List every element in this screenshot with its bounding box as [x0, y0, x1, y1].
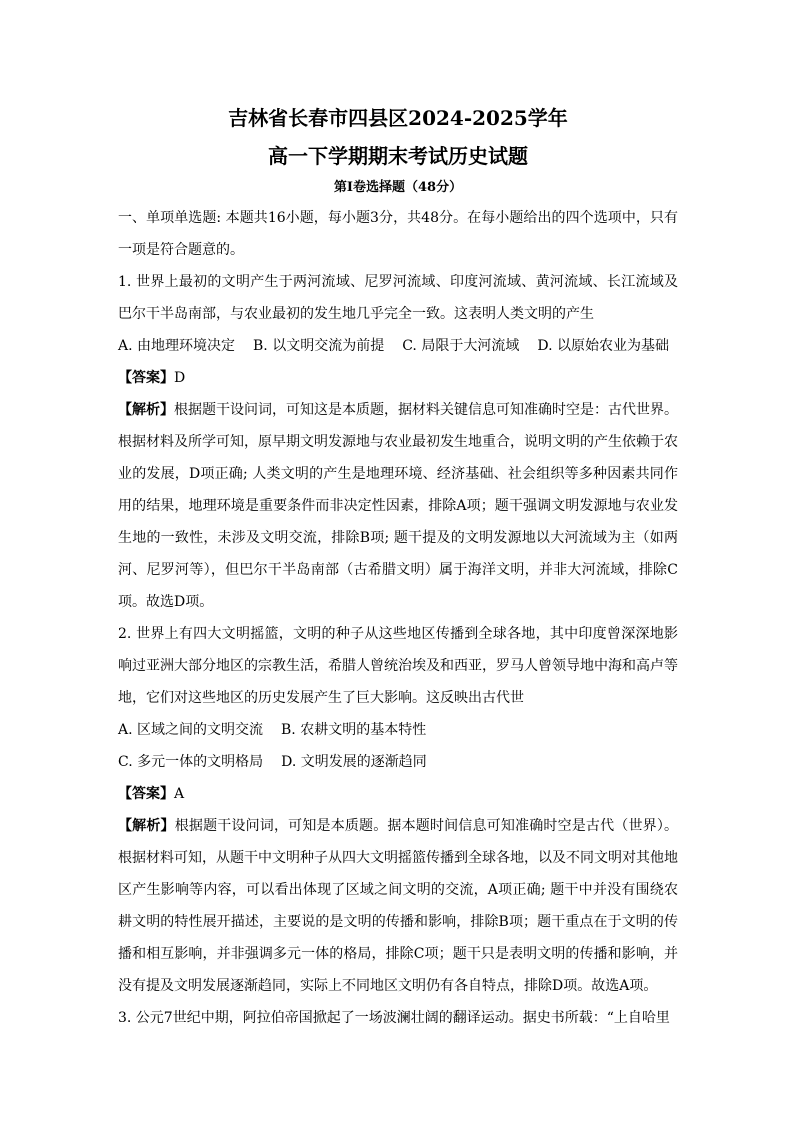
section-heading: 第Ⅰ卷选择题（48分） [333, 180, 463, 195]
title-line-1: 吉林省长春市四县区2024-2025学年 [228, 106, 568, 130]
title-line-2: 高一下学期期末考试历史试题 [268, 144, 528, 168]
answer-value: A [174, 786, 185, 802]
option-c: C. 局限于大河流域 [402, 338, 520, 354]
instructions: 一、单项单选题: 本题共16小题，每小题3分，共48分。在每小题给出的四个选项中，只有一项是符合题意的。 [118, 210, 678, 258]
question-stem: 1. 世界上最初的文明产生于两河流域、尼罗河流域、印度河流域、黄河流域、长江流域及巴尔干半岛南部，与农业最初的发生地几乎完全一致。这表明人类文明的产生 [118, 274, 678, 322]
analysis-text: 根据题干设问词，可知这是本质题，据材料关键信息可知准确时空是：古代世界。根据材料及所学可知，原早期文明发源地与农业最初发生地重合，说明文明的产生依赖于农业的发展，D项正确; 人类文明的产生是地理环境、经济基础、社会组织等多种因素共同作用的结果，地理环境是重要条件而非决定性因素，排除A项；题干强调文明发源地与农业发生地的一致性，未涉及文明交流，排除B项; 题干提及的文明发源地以大河流域为主（如两河、尼罗河等），但巴尔干半岛南部（古希腊文明）属于海洋文明，并非大河流域，排除C项。故选D项。 [118, 402, 678, 610]
question-1 [118, 266, 678, 618]
options-row [118, 330, 678, 362]
answer-value: D [174, 370, 186, 386]
options-row [118, 714, 678, 746]
question-3 [118, 1002, 678, 1034]
answer-line [118, 778, 678, 810]
answer-tag: 【答案】 [118, 786, 174, 802]
analysis-paragraph [118, 394, 678, 618]
options-row [118, 746, 678, 778]
question-stem: 3. 公元7世纪中期，阿拉伯帝国掀起了一场波澜壮阔的翻译运动。据史书所载：“上自哈里 [118, 1010, 670, 1026]
option-b: B. 以文明交流为前提 [253, 338, 385, 354]
option-a: A. 区域之间的文明交流 [118, 722, 264, 738]
option-b: B. 农耕文明的基本特性 [281, 722, 427, 738]
option-a: A. 由地理环境决定 [118, 338, 236, 354]
answer-tag: 【答案】 [118, 370, 174, 386]
answer-line [118, 362, 678, 394]
analysis-text: 根据题干设问词，可知是本质题。据本题时间信息可知准确时空是古代（世界）。根据材料可知，从题干中文明种子从四大文明摇篮传播到全球各地，以及不同文明对其他地区产生影响等内容，可以看出体现了区域之间文明的交流，A项正确; 题干中并没有围绕农耕文明的特性展开描述，主要说的是文明的传播和影响，排除B项；题干重点在于文明的传播和相互影响，并非强调多元一体的格局，排除C项；题干只是表明文明的传播和影响，并没有提及文明发展逐渐趋同，实际上不同地区文明仍有各自特点，排除D项。故选A项。 [118, 818, 678, 994]
option-c: C. 多元一体的文明格局 [118, 754, 264, 770]
question-2 [118, 618, 678, 1002]
analysis-tag: 【解析】 [118, 818, 175, 834]
analysis-tag: 【解析】 [118, 402, 174, 418]
option-d: D. 以原始农业为基础 [537, 338, 669, 354]
option-d: D. 文明发展的逐渐趋同 [281, 754, 427, 770]
analysis-paragraph [118, 810, 678, 1002]
question-stem: 2. 世界上有四大文明摇篮，文明的种子从这些地区传播到全球各地，其中印度曾深深地影响过亚洲大部分地区的宗教生活，希腊人曾统治埃及和西亚，罗马人曾领导地中海和高卢等地，它们对这些地区的历史发展产生了巨大影响。这反映出古代世 [118, 626, 678, 706]
